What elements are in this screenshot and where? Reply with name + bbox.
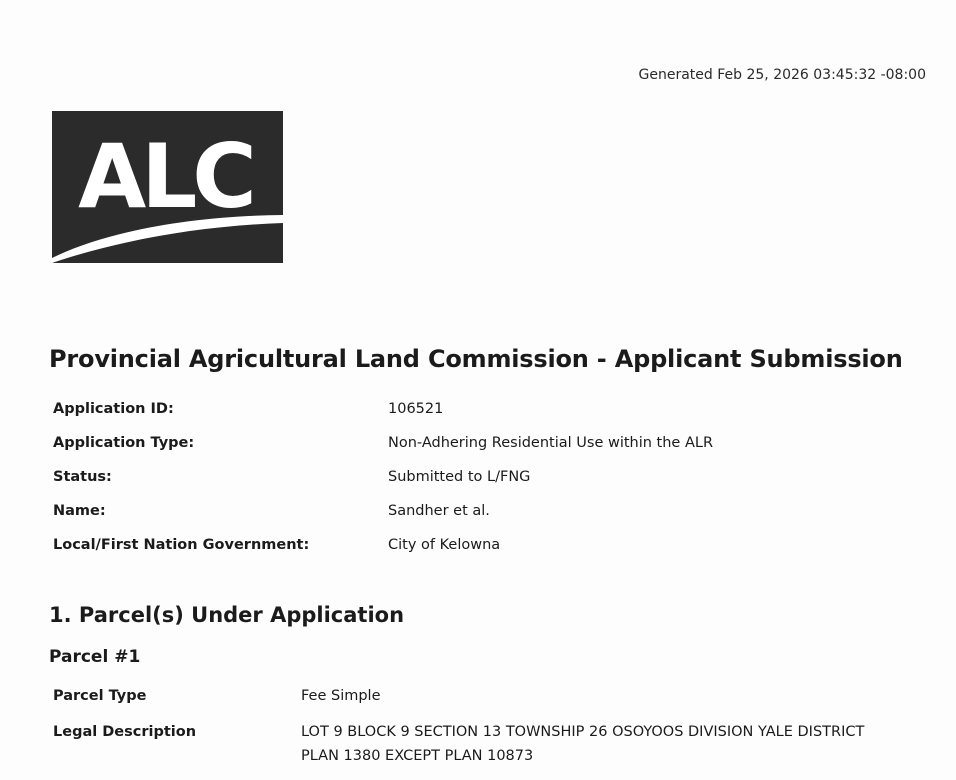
info-value: Non-Adhering Residential Use within the ALR [388,435,714,451]
parcel-row-type [53,684,901,720]
parcel-table [53,684,901,780]
info-label: Name: [53,503,106,519]
parcel-value: LOT 9 BLOCK 9 SECTION 13 TOWNSHIP 26 OSOYOOS DIVISION YALE DISTRICT PLAN 1380 EXCEPT PLAN 10873 [301,724,865,764]
info-row-application-id [53,392,713,426]
parcel-value: Fee Simple [301,688,381,704]
info-label: Local/First Nation Government: [53,537,310,553]
info-row-local-government [53,528,713,562]
parcel-label: Legal Description [53,724,197,740]
info-row-name [53,494,713,528]
info-value: City of Kelowna [388,537,501,553]
alc-logo [52,111,283,263]
info-label: Application Type: [53,435,195,451]
info-value: Submitted to L/FNG [388,469,531,485]
alc-logo-icon [52,111,283,263]
parcel-row-legal-description [53,720,901,780]
application-info-table [53,392,713,562]
info-row-status [53,460,713,494]
info-label: Application ID: [53,401,174,417]
generated-timestamp: Generated Feb 25, 2026 03:45:32 -08:00 [638,67,926,83]
parcel-label: Parcel Type [53,688,147,704]
section-title: 1. Parcel(s) Under Application [49,603,405,627]
parcel-title: Parcel #1 [49,647,141,667]
info-label: Status: [53,469,112,485]
info-value: 106521 [388,401,444,417]
page-title: Provincial Agricultural Land Commission - Applicant Submission [49,345,903,373]
info-value: Sandher et al. [388,503,490,519]
info-row-application-type [53,426,713,460]
logo-text: ALC [78,125,252,228]
